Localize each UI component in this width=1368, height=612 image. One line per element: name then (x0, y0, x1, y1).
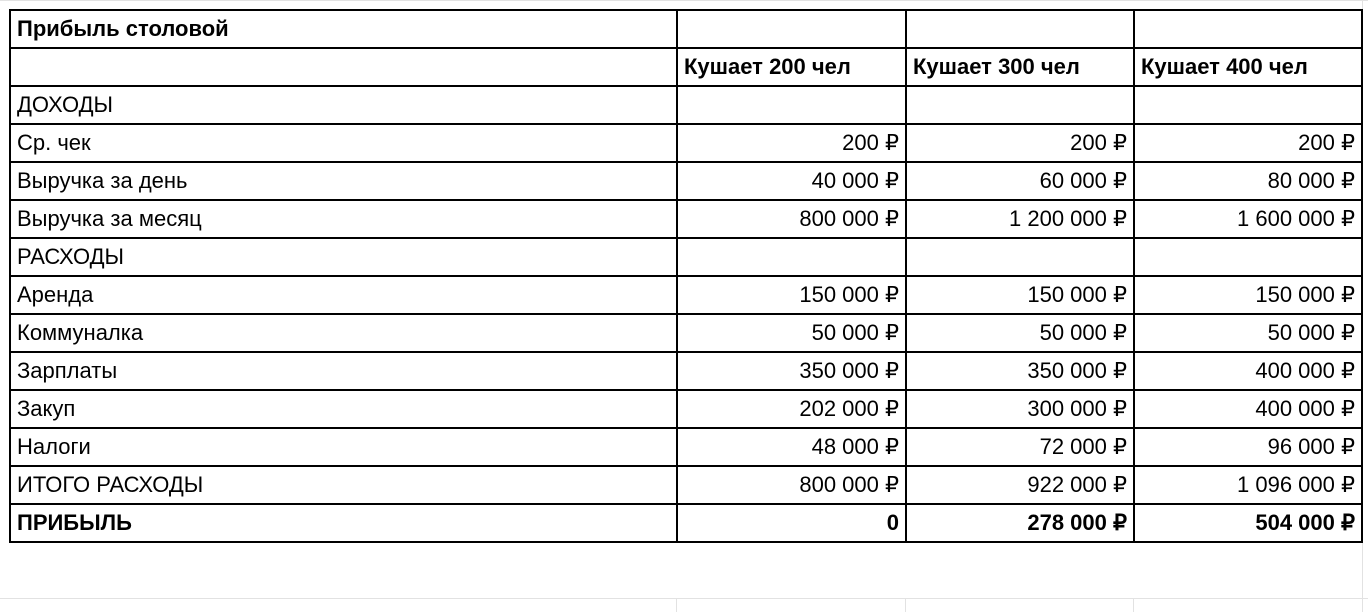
profit-table (9, 9, 1363, 543)
header-row (10, 48, 1362, 86)
value-cell[interactable] (1134, 238, 1362, 276)
cell[interactable] (677, 10, 906, 48)
title-row (10, 10, 1362, 48)
value-cell[interactable]: 922 000 ₽ (906, 466, 1134, 504)
value-cell[interactable]: 200 ₽ (1134, 124, 1362, 162)
value-cell[interactable]: 72 000 ₽ (906, 428, 1134, 466)
table-row (10, 162, 1362, 200)
header-cell[interactable] (10, 48, 677, 86)
value-cell[interactable]: 96 000 ₽ (1134, 428, 1362, 466)
table-row (10, 314, 1362, 352)
value-cell[interactable] (1134, 86, 1362, 124)
value-cell[interactable]: 1 096 000 ₽ (1134, 466, 1362, 504)
table-title[interactable]: Прибыль столовой (10, 10, 677, 48)
profit-row (10, 504, 1362, 542)
cell[interactable] (1134, 10, 1362, 48)
table-row (10, 200, 1362, 238)
table-row (10, 352, 1362, 390)
table-row (10, 466, 1362, 504)
row-label[interactable]: Зарплаты (10, 352, 677, 390)
header-cell[interactable]: Кушает 400 чел (1134, 48, 1362, 86)
value-cell[interactable]: 1 600 000 ₽ (1134, 200, 1362, 238)
table-row (10, 124, 1362, 162)
table-row (10, 390, 1362, 428)
row-label[interactable]: Закуп (10, 390, 677, 428)
value-cell[interactable] (906, 86, 1134, 124)
value-cell[interactable]: 400 000 ₽ (1134, 352, 1362, 390)
row-label[interactable]: Коммуналка (10, 314, 677, 352)
value-cell[interactable]: 350 000 ₽ (906, 352, 1134, 390)
value-cell[interactable]: 50 000 ₽ (1134, 314, 1362, 352)
cell[interactable] (906, 10, 1134, 48)
row-label[interactable]: ДОХОДЫ (10, 86, 677, 124)
value-cell[interactable]: 350 000 ₽ (677, 352, 906, 390)
value-cell[interactable]: 50 000 ₽ (906, 314, 1134, 352)
row-label[interactable]: Аренда (10, 276, 677, 314)
row-label[interactable]: Выручка за день (10, 162, 677, 200)
value-cell[interactable]: 800 000 ₽ (677, 200, 906, 238)
value-cell[interactable]: 202 000 ₽ (677, 390, 906, 428)
value-cell[interactable]: 80 000 ₽ (1134, 162, 1362, 200)
value-cell[interactable]: 48 000 ₽ (677, 428, 906, 466)
row-label[interactable]: Налоги (10, 428, 677, 466)
value-cell[interactable]: 200 ₽ (677, 124, 906, 162)
value-cell[interactable]: 300 000 ₽ (906, 390, 1134, 428)
row-label[interactable]: ИТОГО РАСХОДЫ (10, 466, 677, 504)
value-cell[interactable]: 150 000 ₽ (677, 276, 906, 314)
table-row (10, 86, 1362, 124)
value-cell[interactable]: 200 ₽ (906, 124, 1134, 162)
value-cell[interactable]: 0 (677, 504, 906, 542)
value-cell[interactable]: 150 000 ₽ (1134, 276, 1362, 314)
value-cell[interactable] (677, 86, 906, 124)
value-cell[interactable]: 60 000 ₽ (906, 162, 1134, 200)
header-cell[interactable]: Кушает 200 чел (677, 48, 906, 86)
value-cell[interactable] (677, 238, 906, 276)
table-row (10, 276, 1362, 314)
value-cell[interactable] (906, 238, 1134, 276)
table-row (10, 238, 1362, 276)
header-cell[interactable]: Кушает 300 чел (906, 48, 1134, 86)
row-label[interactable]: Выручка за месяц (10, 200, 677, 238)
row-label[interactable]: Ср. чек (10, 124, 677, 162)
row-label[interactable]: РАСХОДЫ (10, 238, 677, 276)
value-cell[interactable]: 800 000 ₽ (677, 466, 906, 504)
value-cell[interactable]: 40 000 ₽ (677, 162, 906, 200)
value-cell[interactable]: 150 000 ₽ (906, 276, 1134, 314)
value-cell[interactable]: 50 000 ₽ (677, 314, 906, 352)
row-label[interactable]: ПРИБЫЛЬ (10, 504, 677, 542)
table-row (10, 428, 1362, 466)
value-cell[interactable]: 278 000 ₽ (906, 504, 1134, 542)
value-cell[interactable]: 400 000 ₽ (1134, 390, 1362, 428)
value-cell[interactable]: 504 000 ₽ (1134, 504, 1362, 542)
value-cell[interactable]: 1 200 000 ₽ (906, 200, 1134, 238)
